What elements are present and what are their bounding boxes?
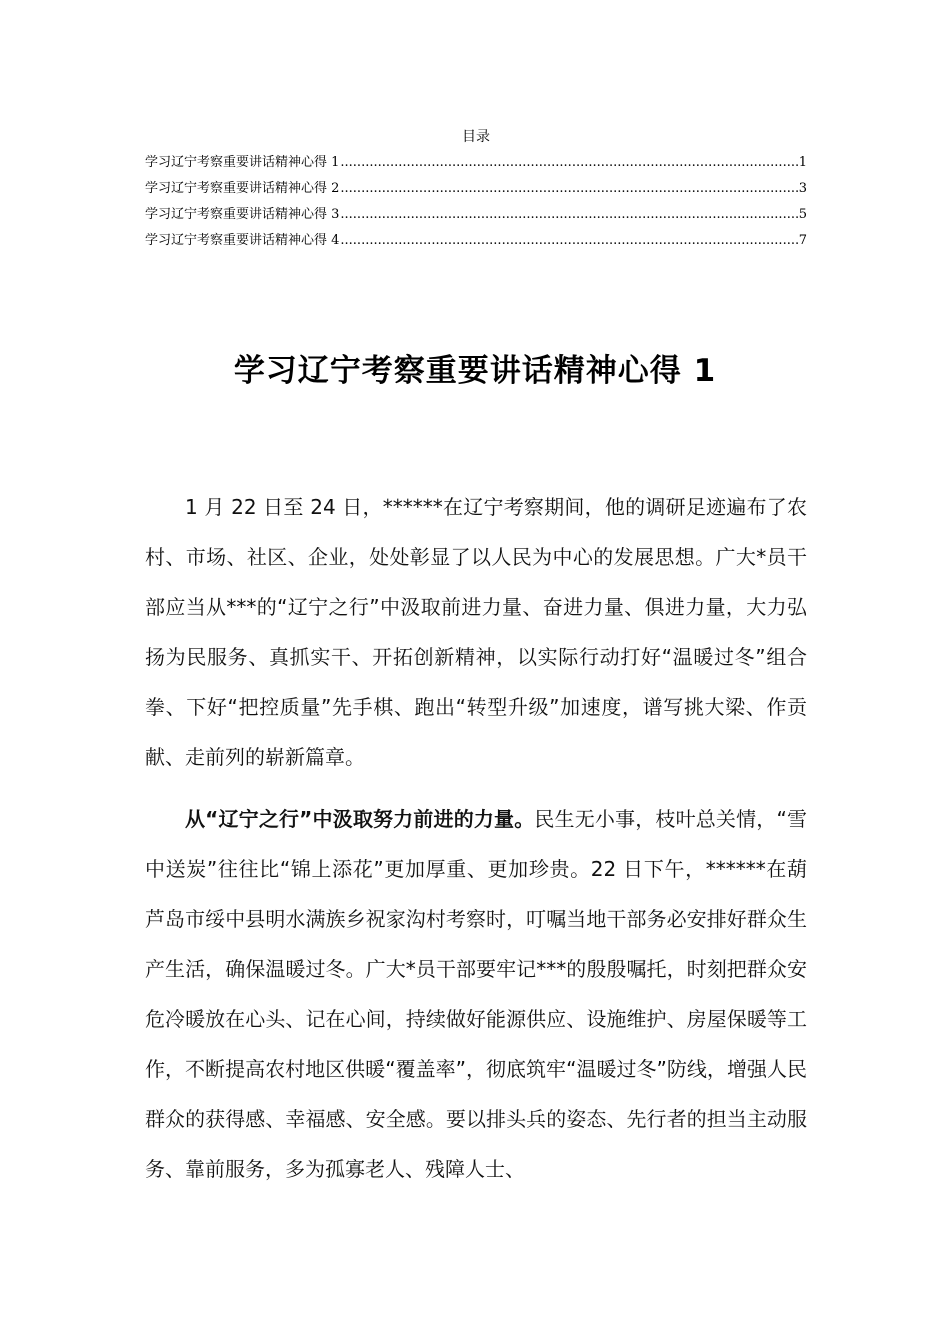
body-paragraph [145, 482, 807, 782]
toc-entry[interactable] [145, 202, 807, 228]
paragraph-lead: 从“辽宁之行”中汲取努力前进的力量。 [185, 807, 535, 831]
toc-entry[interactable] [145, 228, 807, 254]
toc-entry-label: 学习辽宁考察重要讲话精神心得 1 [145, 155, 340, 170]
toc-entry-page: 7 [798, 233, 807, 248]
toc-title: 目录 [462, 129, 490, 145]
toc-dot-leader [340, 202, 797, 228]
body-paragraph [145, 794, 807, 1194]
toc-entry-page: 1 [798, 155, 807, 170]
toc-dot-leader [340, 176, 797, 202]
toc-entry[interactable] [145, 176, 807, 202]
toc-dot-leader [340, 228, 797, 254]
toc-entry-page: 5 [798, 207, 807, 222]
toc-dot-leader [340, 150, 797, 176]
document-body [145, 482, 807, 1194]
toc-entry[interactable] [145, 150, 807, 176]
toc-entry-page: 3 [798, 181, 807, 196]
paragraph-text: 1 月 22 日至 24 日，******在辽宁考察期间，他的调研足迹遍布了农村、市场、社区、企业，处处彰显了以人民为中心的发展思想。广大*员干部应当从***的“辽宁之行”中汲取前进力量、奋进力量、俱进力量，大力弘扬为民服务、真抓实干、开拓创新精神，以实际行动打好“温暖过冬”组合拳、下好“把控质量”先手棋、跑出“转型升级”加速度，谱写挑大梁、作贡献、走前列的崭新篇章。 [145, 495, 807, 769]
toc-entry-label: 学习辽宁考察重要讲话精神心得 3 [145, 207, 340, 222]
table-of-contents [145, 126, 807, 254]
document-title: 学习辽宁考察重要讲话精神心得 1 [233, 353, 717, 389]
paragraph-text: 民生无小事，枝叶总关情，“雪中送炭”往往比“锦上添花”更加厚重、更加珍贵。22 日下午，******在葫芦岛市绥中县明水满族乡祝家沟村考察时，叮嘱当地干部务必安排好群众生产生活，确保温暖过冬。广大*员干部要牢记***的殷殷嘱托，时刻把群众安危冷暖放在心头、记在心间，持续做好能源供应、设施维护、房屋保暖等工作，不断提高农村地区供暖“覆盖率”，彻底筑牢“温暖过冬”防线，增强人民群众的获得感、幸福感、安全感。要以排头兵的姿态、先行者的担当主动服务、靠前服务，多为孤寡老人、残障人士、 [145, 807, 807, 1181]
toc-entry-label: 学习辽宁考察重要讲话精神心得 4 [145, 233, 340, 248]
toc-entry-label: 学习辽宁考察重要讲话精神心得 2 [145, 181, 340, 196]
